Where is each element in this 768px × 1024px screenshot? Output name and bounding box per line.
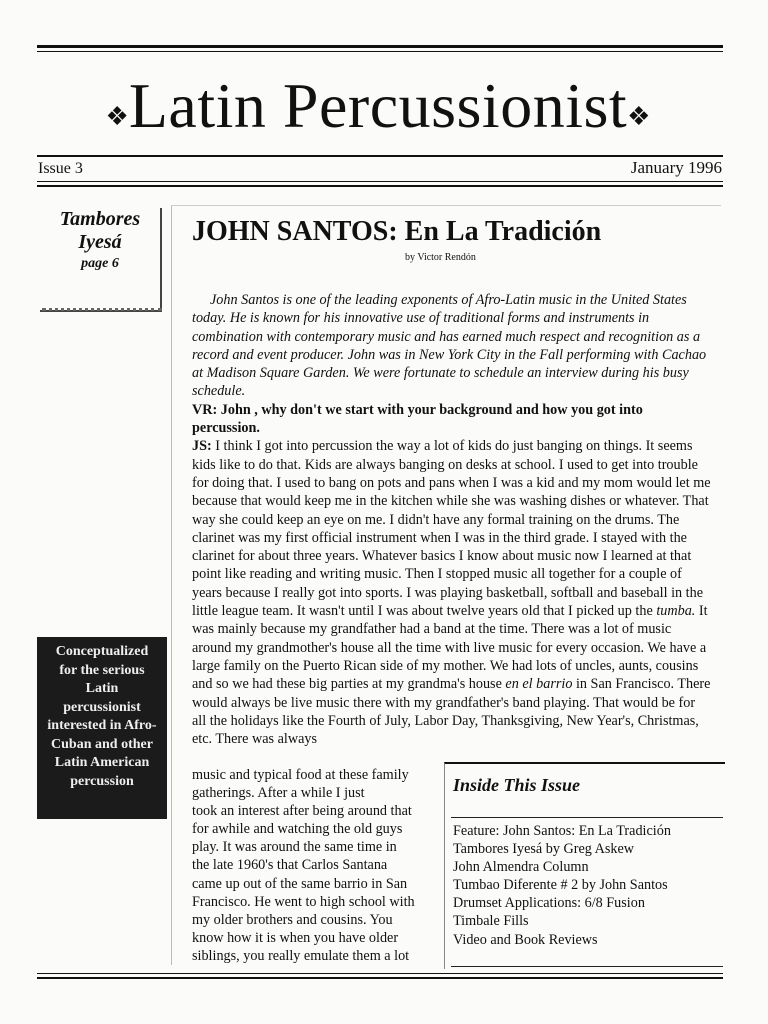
article-byline: by Victor Rendón: [405, 252, 476, 263]
issue-date: January 1996: [630, 158, 722, 177]
list-item: Tumbao Diferente # 2 by John Santos: [453, 877, 668, 894]
masthead-rule-lower: [37, 181, 723, 182]
answer-speaker: JS:: [192, 438, 212, 455]
list-item: Feature: John Santos: En La Tradición: [453, 823, 671, 839]
sidebar-feature-box: [40, 208, 162, 312]
interview-answer: [192, 437, 712, 748]
inside-list: [453, 822, 671, 949]
inside-this-issue-box: [444, 762, 725, 969]
answer-text-2: It was mainly because my grandfather had a band at the time. There was a lot of music around my grandmother's house all the time with live music for every occasion. We have a large family on the Puerto Rican side of my mother. We had lots of uncles, aunts, cousins and so we had these big parties at my grandma's house: [192, 603, 708, 693]
promo-line: interested in Afro-: [47, 718, 157, 733]
answer-italic-barrio: en el barrio: [505, 676, 573, 693]
promo-line: Conceptualized: [55, 644, 149, 659]
promo-line: Cuban and other: [51, 736, 153, 752]
publication-title: Latin Percussionist: [128, 70, 628, 141]
diamond-ornament-icon: ❖: [105, 102, 129, 132]
interview-question: VR: John , why don't we start with your background and how you got into percussion.: [192, 401, 643, 437]
promo-line: Latin: [85, 681, 119, 696]
continued-line: for awhile and watching the old guys: [192, 821, 403, 838]
list-item: Tambores Iyesá by Greg Askew: [453, 841, 635, 858]
continued-line: came up out of the same barrio in San: [192, 875, 408, 892]
inside-heading: Inside This Issue: [453, 775, 581, 795]
sidebar-dotted-divider: [42, 308, 162, 315]
list-item: John Almendra Column: [453, 859, 589, 876]
list-item: Video and Book Reviews: [453, 931, 598, 948]
masthead-rule-lower-2: [37, 185, 723, 187]
promo-line: Latin American: [54, 755, 150, 770]
sidebar-feature-title: Tambores Iyesá: [59, 208, 141, 253]
article-intro: John Santos is one of the leading exponents of Afro-Latin music in the United States today. He is known for his innovative use of traditional forms and instruments in combination with contemporary music and has earned much respect and recognition as a record and event producer. John was in New York City in the Fall performing with Cachao at Madison Square Garden. We were fortunate to schedule an interview during his busy schedule.: [192, 292, 707, 400]
list-item: Timbale Fills: [453, 913, 529, 930]
article-top-border: [171, 205, 721, 206]
continued-line: siblings, you really emulate them a lot: [192, 947, 410, 964]
diamond-ornament-icon: ❖: [627, 102, 651, 132]
inside-divider: [451, 817, 723, 818]
column-divider: [171, 205, 172, 965]
continued-line: play. It was around the same time in: [192, 839, 397, 856]
continued-line: Francisco. He went to high school with: [192, 893, 415, 910]
article-continued: [192, 766, 437, 965]
answer-text-3: in San Francisco. There would always be live music there with my grandfather's band playing. That would be for all the holidays like the Fourth of July, Labor Day, Thanksgiving, New Year's, Christmas, etc. There was always: [192, 676, 711, 748]
sidebar-feature-page: page 6: [81, 256, 119, 271]
list-item: Drumset Applications: 6/8 Fusion: [453, 895, 645, 912]
continued-line: my older brothers and cousins. You: [192, 911, 393, 928]
continued-line: music and typical food at these family: [192, 767, 409, 783]
continued-line: the late 1960's that Carlos Santana: [192, 857, 388, 874]
promo-line: for the serious: [59, 662, 145, 678]
bottom-rule-thick: [37, 977, 723, 979]
top-rule-thick: [37, 45, 723, 48]
continued-line: know how it is when you have older: [192, 929, 399, 946]
promo-line: percussion: [70, 773, 134, 789]
inside-bottom-rule: [451, 966, 723, 967]
top-rule-thin: [37, 51, 723, 52]
promo-box: [37, 637, 167, 819]
answer-italic-tumba: tumba.: [656, 603, 696, 620]
bottom-rule-thin: [37, 973, 723, 974]
answer-text-1: I think I got into percussion the way a lot of kids do just banging on things. It seems kids like to do that. Kids are always banging on desks at school. I used to get into trouble for doing that. I used to bang on pots and pans when I was a kid and my mom would let me because that would keep me in the kitchen while she was washing dishes or whatever. That way she could keep an eye on me. I didn't have any formal training on the drums. The clarinet was my first official instrument when I was in the third grade. I stayed with the clarinet for about three years. Whatever basics I know about music now I learned at that point like reading and writing music. Then I stopped music all together for a couple of years because I really got into sports. I was playing basketball, softball and baseball in the little league team. It wasn't until I was about twelve years old that I picked up the: [192, 438, 711, 620]
issue-number: Issue 3: [38, 160, 83, 177]
article-body: [192, 291, 712, 748]
article-headline: JOHN SANTOS: En La Tradición: [192, 216, 602, 247]
promo-line: percussionist: [63, 699, 141, 715]
masthead: [28, 60, 728, 152]
continued-line: took an interest after being around that: [192, 803, 412, 820]
continued-line: gatherings. After a while I just: [192, 785, 365, 802]
masthead-rule-upper: [37, 155, 723, 157]
